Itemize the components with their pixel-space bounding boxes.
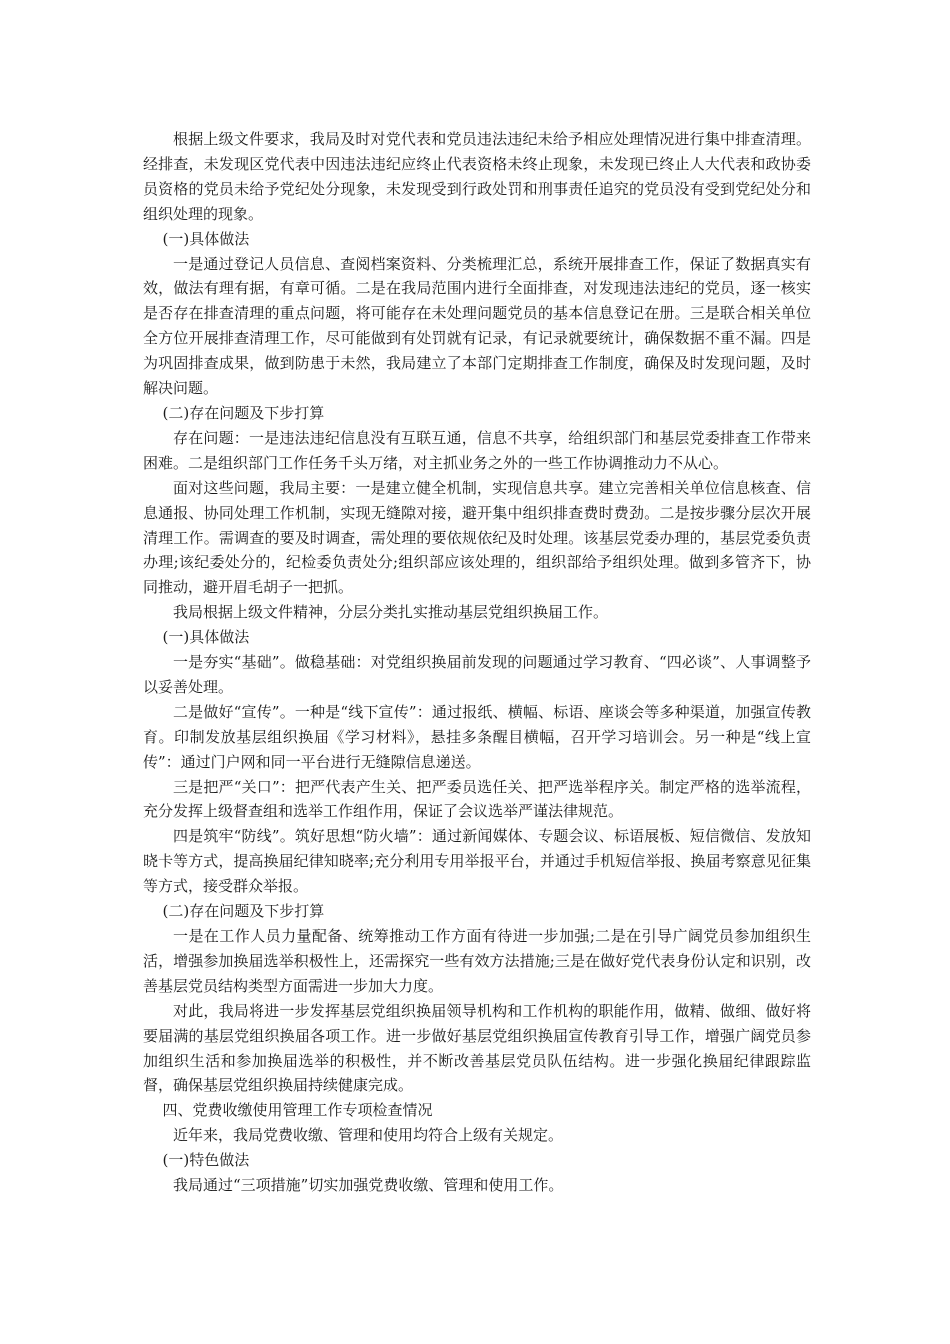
section-heading: (二)存在问题及下步打算 [162, 902, 325, 921]
paragraph: 一是在工作人员力量配备、统筹推动工作方面有待进一步加强;二是在引导广阔党员参加组织生活，增强参加换届选举积极性上，还需探究一些有效方法措施;三是在做好党代表身份认定和识别，改善基层党员结构类型方面需进一步加大力度。 [143, 927, 811, 995]
paragraph: 根据上级文件要求，我局及时对党代表和党员违法违纪未给予相应处理情况进行集中排查清理。经排查，未发现区党代表中因违法违纪应终止代表资格未终止现象，未发现已终止人大代表和政协委员资格的党员未给予党纪处分现象，未发现受到行政处罚和刑事责任追究的党员没有受到党纪处分和组织处理的现象。 [143, 130, 811, 223]
paragraph: 我局根据上级文件精神，分层分类扎实推动基层党组织换届工作。 [173, 603, 609, 622]
paragraph: 对此，我局将进一步发挥基层党组织换届领导机构和工作机构的职能作用，做精、做细、做好将要届满的基层党组织换届各项工作。进一步做好基层党组织换届宣传教育引导工作，增强广阔党员参加组织生活和参加换届选举的积极性，并不断改善基层党员队伍结构。进一步强化换届纪律跟踪监督，确保基层党组织换届持续健康完成。 [143, 1001, 811, 1095]
section-heading: (一)具体做法 [162, 229, 250, 248]
paragraph: 四是筑牢“防线”。筑好思想“防火墙”：通过新闻媒体、专题会议、标语展板、短信微信、发放知晓卡等方式，提高换届纪律知晓率;充分利用专用举报平台，并通过手机短信举报、换届考察意见征集等方式，接受群众举报。 [143, 827, 811, 896]
section-heading: (一)特色做法 [162, 1151, 250, 1170]
section-heading: (二)存在问题及下步打算 [162, 403, 325, 422]
document-page [143, 127, 811, 1198]
paragraph: 一是通过登记人员信息、查阅档案资料、分类梳理汇总，系统开展排查工作，保证了数据真实有效，做法有理有据，有章可循。二是在我局范围内进行全面排查，对发现违法违纪的党员，逐一核实是否存在排查清理的重点问题，将可能存在未处理问题党员的基本信息登记在册。三是联合相关单位全方位开展排查清理工作，尽可能做到有处罚就有记录，有记录就要统计，确保数据不重不漏。四是为巩固排查成果，做到防患于未然，我局建立了本部门定期排查工作制度，确保及时发现问题，及时解决问题。 [143, 254, 811, 398]
paragraph: 存在问题：一是违法违纪信息没有互联互通，信息不共享，给组织部门和基层党委排查工作带来困难。二是组织部门工作任务千头万绪，对主抓业务之外的一些工作协调推动力不从心。 [143, 428, 811, 472]
paragraph: 三是把严“关口”：把严代表产生关、把严委员选任关、把严选举程序关。制定严格的选举流程，充分发挥上级督查组和选举工作组作用，保证了会议选举严谨法律规范。 [143, 777, 811, 821]
paragraph: 二是做好“宣传”。一种是“线下宣传”：通过报纸、横幅、标语、座谈会等多种渠道，加强宣传教育。印制发放基层组织换届《学习材料》，悬挂多条醒目横幅，召开学习培训会。另一种是“线上宣传”：通过门户网和同一平台进行无缝隙信息递送。 [143, 702, 811, 771]
section-heading: 四、党费收缴使用管理工作专项检查情况 [162, 1101, 433, 1120]
paragraph: 近年来，我局党费收缴、管理和使用均符合上级有关规定。 [173, 1126, 564, 1145]
paragraph: 我局通过“三项措施”切实加强党费收缴、管理和使用工作。 [173, 1176, 564, 1195]
section-heading: (一)具体做法 [162, 628, 250, 647]
paragraph: 面对这些问题，我局主要：一是建立健全机制，实现信息共享。建立完善相关单位信息核查、信息通报、协同处理工作机制，实现无缝隙对接，避开集中组织排查费时费劲。二是按步骤分层次开展清理工作。需调查的要及时调查，需处理的要依规依纪及时处理。该基层党委办理的，基层党委负责办理;该纪委处分的，纪检委负责处分;组织部应该处理的，组织部给予组织处理。做到多管齐下，协同推动，避开眉毛胡子一把抓。 [143, 478, 811, 597]
paragraph: 一是夯实“基础”。做稳基础：对党组织换届前发现的问题通过学习教育、“四必谈”、人事调整予以妥善处理。 [143, 653, 811, 696]
